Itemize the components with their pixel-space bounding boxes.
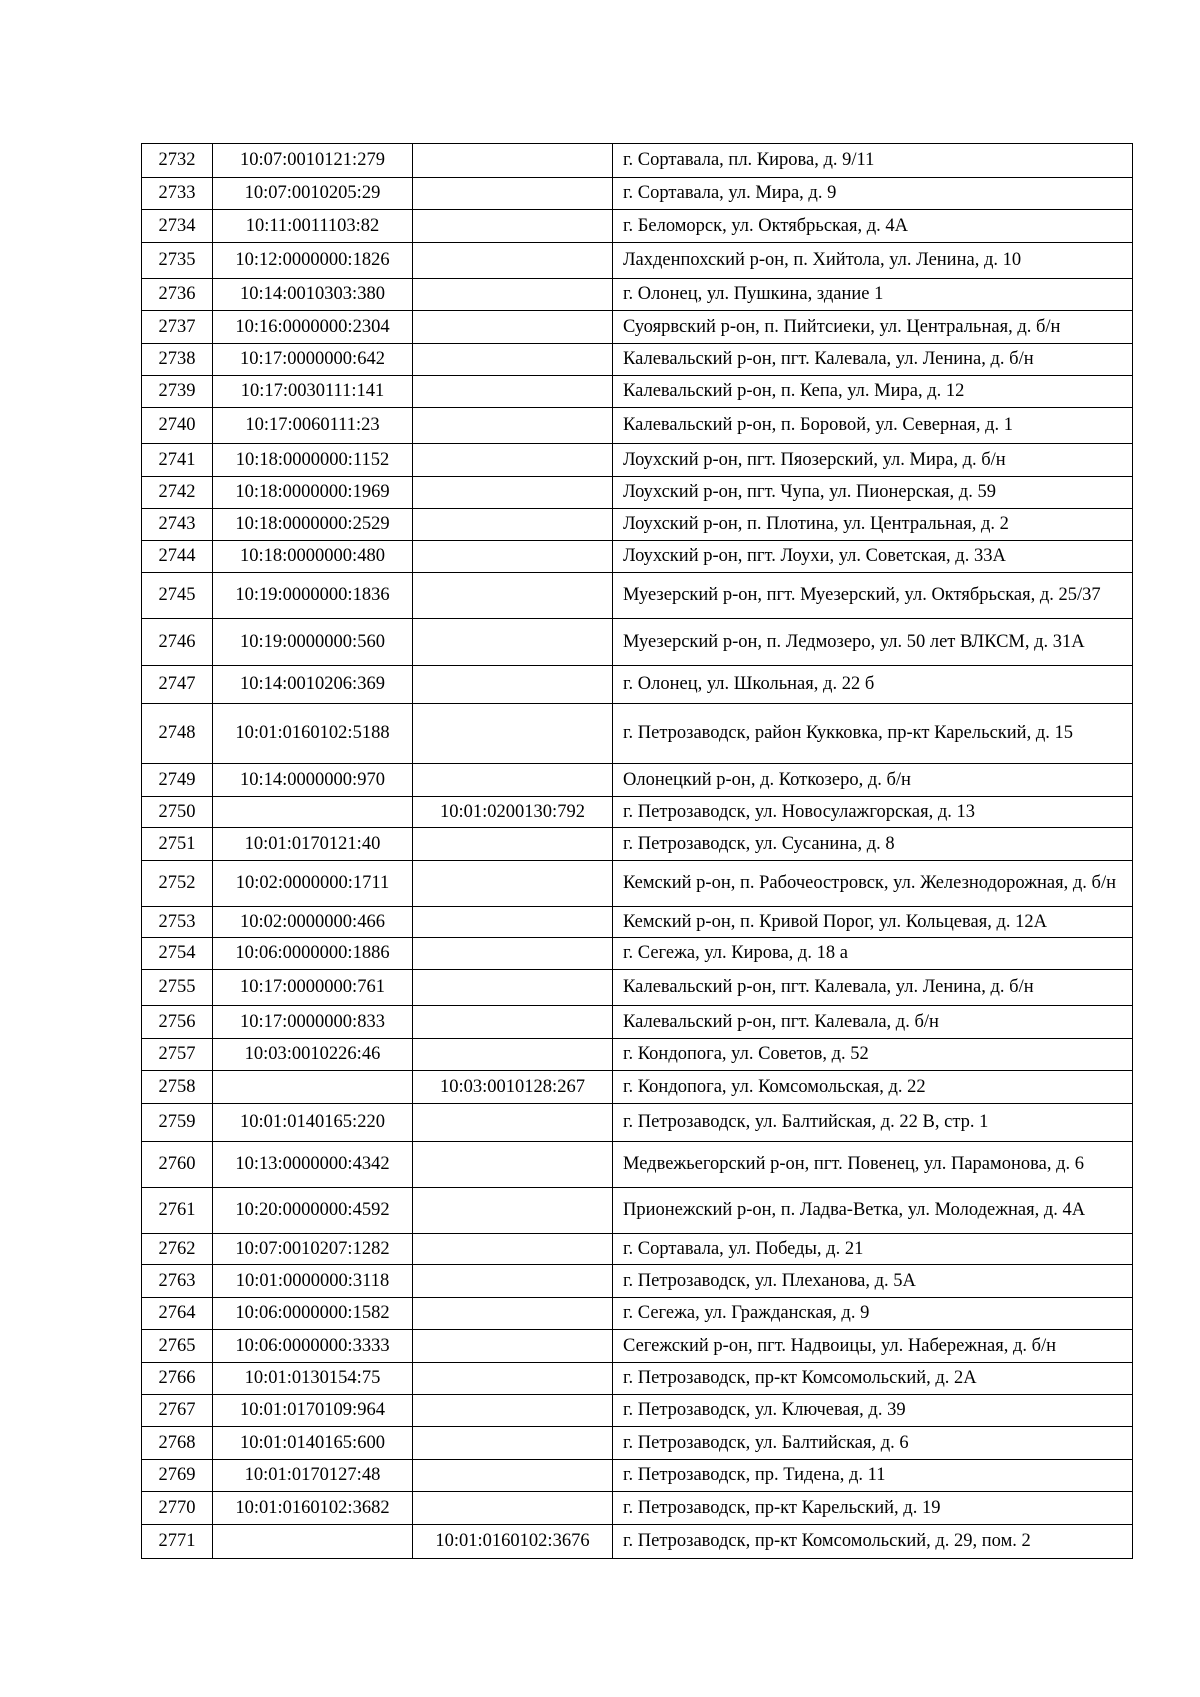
cadastral-number-cell: 10:11:0011103:82 [213, 210, 413, 243]
row-number-cell: 2732 [142, 144, 213, 178]
row-number-cell: 2749 [142, 764, 213, 797]
table-row [142, 477, 1133, 509]
cadastral-number-cell: 10:01:0160102:3682 [213, 1492, 413, 1525]
cadastral-number-cell: 10:19:0000000:560 [213, 619, 413, 666]
row-number-cell: 2767 [142, 1395, 213, 1427]
table-row [142, 797, 1133, 828]
row-number-cell: 2733 [142, 178, 213, 210]
address-cell: г. Петрозаводск, пр-кт Комсомольский, д. 2А [613, 1363, 1133, 1395]
address-cell: г. Сегежа, ул. Кирова, д. 18 а [613, 938, 1133, 970]
row-number-cell: 2758 [142, 1071, 213, 1104]
row-number-cell: 2764 [142, 1298, 213, 1330]
table-row [142, 861, 1133, 907]
table-row [142, 1142, 1133, 1188]
address-cell: Лоухский р-он, пгт. Чупа, ул. Пионерская, д. 59 [613, 477, 1133, 509]
row-number-cell: 2751 [142, 828, 213, 861]
cadastral-number-cell: 10:16:0000000:2304 [213, 311, 413, 344]
address-cell: г. Олонец, ул. Школьная, д. 22 б [613, 666, 1133, 704]
table-row [142, 311, 1133, 344]
table-row [142, 344, 1133, 376]
table-row [142, 1460, 1133, 1492]
cadastral-number-cell: 10:18:0000000:2529 [213, 509, 413, 541]
building-cadastral-number-cell [413, 1460, 613, 1492]
table-row [142, 1427, 1133, 1460]
building-cadastral-number-cell [413, 1363, 613, 1395]
row-number-cell: 2734 [142, 210, 213, 243]
table-row [142, 279, 1133, 311]
cadastral-number-cell: 10:01:0130154:75 [213, 1363, 413, 1395]
table-row [142, 1525, 1133, 1559]
address-cell: г. Сегежа, ул. Гражданская, д. 9 [613, 1298, 1133, 1330]
row-number-cell: 2750 [142, 797, 213, 828]
address-cell: г. Петрозаводск, ул. Ключевая, д. 39 [613, 1395, 1133, 1427]
cadastral-number-cell: 10:01:0170109:964 [213, 1395, 413, 1427]
cadastral-number-cell: 10:14:0010206:369 [213, 666, 413, 704]
address-cell: г. Петрозаводск, пр-кт Карельский, д. 19 [613, 1492, 1133, 1525]
building-cadastral-number-cell [413, 573, 613, 619]
building-cadastral-number-cell [413, 764, 613, 797]
cadastral-number-cell: 10:12:0000000:1826 [213, 243, 413, 279]
row-number-cell: 2763 [142, 1265, 213, 1298]
row-number-cell: 2736 [142, 279, 213, 311]
address-cell: г. Сортавала, ул. Мира, д. 9 [613, 178, 1133, 210]
building-cadastral-number-cell [413, 1395, 613, 1427]
table-row [142, 938, 1133, 970]
cadastral-number-cell: 10:01:0170127:48 [213, 1460, 413, 1492]
table-row [142, 1234, 1133, 1265]
cadastral-number-cell: 10:14:0000000:970 [213, 764, 413, 797]
table-row [142, 666, 1133, 704]
address-cell: г. Сортавала, ул. Победы, д. 21 [613, 1234, 1133, 1265]
table-row [142, 541, 1133, 573]
building-cadastral-number-cell [413, 1330, 613, 1363]
address-cell: Олонецкий р-он, д. Коткозеро, д. б/н [613, 764, 1133, 797]
row-number-cell: 2762 [142, 1234, 213, 1265]
table-row [142, 1363, 1133, 1395]
registry-table-body [142, 144, 1133, 1559]
building-cadastral-number-cell: 10:03:0010128:267 [413, 1071, 613, 1104]
table-row [142, 243, 1133, 279]
building-cadastral-number-cell [413, 509, 613, 541]
row-number-cell: 2771 [142, 1525, 213, 1559]
registry-table [141, 143, 1133, 1559]
address-cell: Калевальский р-он, п. Боровой, ул. Северная, д. 1 [613, 408, 1133, 444]
address-cell: г. Петрозаводск, ул. Балтийская, д. 22 В, стр. 1 [613, 1104, 1133, 1142]
cadastral-number-cell: 10:07:0010207:1282 [213, 1234, 413, 1265]
row-number-cell: 2742 [142, 477, 213, 509]
address-cell: Кемский р-он, п. Рабочеостровск, ул. Железнодорожная, д. б/н [613, 861, 1133, 907]
address-cell: г. Сортавала, пл. Кирова, д. 9/11 [613, 144, 1133, 178]
building-cadastral-number-cell [413, 279, 613, 311]
building-cadastral-number-cell [413, 376, 613, 408]
address-cell: Калевальский р-он, п. Кепа, ул. Мира, д. 12 [613, 376, 1133, 408]
building-cadastral-number-cell [413, 344, 613, 376]
building-cadastral-number-cell [413, 907, 613, 938]
cadastral-number-cell: 10:03:0010226:46 [213, 1039, 413, 1071]
building-cadastral-number-cell [413, 1104, 613, 1142]
cadastral-number-cell: 10:20:0000000:4592 [213, 1188, 413, 1234]
building-cadastral-number-cell [413, 477, 613, 509]
cadastral-number-cell: 10:17:0000000:642 [213, 344, 413, 376]
row-number-cell: 2738 [142, 344, 213, 376]
row-number-cell: 2753 [142, 907, 213, 938]
row-number-cell: 2741 [142, 444, 213, 477]
building-cadastral-number-cell [413, 144, 613, 178]
table-row [142, 509, 1133, 541]
table-row [142, 970, 1133, 1006]
row-number-cell: 2739 [142, 376, 213, 408]
address-cell: Суоярвский р-он, п. Пийтсиеки, ул. Центральная, д. б/н [613, 311, 1133, 344]
building-cadastral-number-cell [413, 828, 613, 861]
row-number-cell: 2754 [142, 938, 213, 970]
row-number-cell: 2744 [142, 541, 213, 573]
table-row [142, 704, 1133, 764]
cadastral-number-cell: 10:06:0000000:1886 [213, 938, 413, 970]
address-cell: Лоухский р-он, пгт. Пяозерский, ул. Мира, д. б/н [613, 444, 1133, 477]
table-row [142, 178, 1133, 210]
address-cell: Лоухский р-он, п. Плотина, ул. Центральная, д. 2 [613, 509, 1133, 541]
address-cell: Сегежский р-он, пгт. Надвоицы, ул. Набережная, д. б/н [613, 1330, 1133, 1363]
building-cadastral-number-cell [413, 619, 613, 666]
address-cell: Калевальский р-он, пгт. Калевала, ул. Ленина, д. б/н [613, 344, 1133, 376]
building-cadastral-number-cell [413, 1492, 613, 1525]
table-row [142, 444, 1133, 477]
table-row [142, 619, 1133, 666]
address-cell: Прионежский р-он, п. Ладва-Ветка, ул. Молодежная, д. 4А [613, 1188, 1133, 1234]
address-cell: Калевальский р-он, пгт. Калевала, д. б/н [613, 1006, 1133, 1039]
table-row [142, 1330, 1133, 1363]
address-cell: г. Петрозаводск, ул. Балтийская, д. 6 [613, 1427, 1133, 1460]
address-cell: г. Петрозаводск, район Кукковка, пр-кт Карельский, д. 15 [613, 704, 1133, 764]
address-cell: г. Петрозаводск, пр-кт Комсомольский, д. 29, пом. 2 [613, 1525, 1133, 1559]
address-cell: г. Петрозаводск, ул. Сусанина, д. 8 [613, 828, 1133, 861]
table-row [142, 764, 1133, 797]
address-cell: г. Петрозаводск, пр. Тидена, д. 11 [613, 1460, 1133, 1492]
building-cadastral-number-cell [413, 1142, 613, 1188]
cadastral-number-cell: 10:18:0000000:1969 [213, 477, 413, 509]
building-cadastral-number-cell [413, 1427, 613, 1460]
row-number-cell: 2768 [142, 1427, 213, 1460]
row-number-cell: 2765 [142, 1330, 213, 1363]
row-number-cell: 2759 [142, 1104, 213, 1142]
building-cadastral-number-cell [413, 861, 613, 907]
building-cadastral-number-cell: 10:01:0160102:3676 [413, 1525, 613, 1559]
cadastral-number-cell: 10:07:0010205:29 [213, 178, 413, 210]
address-cell: Медвежьегорский р-он, пгт. Повенец, ул. Парамонова, д. 6 [613, 1142, 1133, 1188]
building-cadastral-number-cell [413, 1039, 613, 1071]
table-row [142, 1298, 1133, 1330]
address-cell: г. Олонец, ул. Пушкина, здание 1 [613, 279, 1133, 311]
building-cadastral-number-cell [413, 666, 613, 704]
cadastral-number-cell: 10:17:0030111:141 [213, 376, 413, 408]
address-cell: г. Кондопога, ул. Комсомольская, д. 22 [613, 1071, 1133, 1104]
row-number-cell: 2761 [142, 1188, 213, 1234]
table-row [142, 1188, 1133, 1234]
cadastral-number-cell: 10:01:0140165:600 [213, 1427, 413, 1460]
building-cadastral-number-cell [413, 1298, 613, 1330]
building-cadastral-number-cell [413, 408, 613, 444]
row-number-cell: 2740 [142, 408, 213, 444]
table-row [142, 1006, 1133, 1039]
cadastral-number-cell [213, 797, 413, 828]
row-number-cell: 2747 [142, 666, 213, 704]
table-row [142, 1492, 1133, 1525]
building-cadastral-number-cell [413, 178, 613, 210]
building-cadastral-number-cell [413, 970, 613, 1006]
cadastral-number-cell: 10:01:0160102:5188 [213, 704, 413, 764]
table-row [142, 907, 1133, 938]
row-number-cell: 2748 [142, 704, 213, 764]
building-cadastral-number-cell [413, 1006, 613, 1039]
row-number-cell: 2755 [142, 970, 213, 1006]
row-number-cell: 2756 [142, 1006, 213, 1039]
cadastral-number-cell: 10:01:0000000:3118 [213, 1265, 413, 1298]
cadastral-number-cell: 10:02:0000000:466 [213, 907, 413, 938]
table-row [142, 1395, 1133, 1427]
address-cell: Лахденпохский р-он, п. Хийтола, ул. Ленина, д. 10 [613, 243, 1133, 279]
cadastral-number-cell: 10:17:0000000:761 [213, 970, 413, 1006]
table-row [142, 828, 1133, 861]
building-cadastral-number-cell [413, 243, 613, 279]
cadastral-number-cell [213, 1525, 413, 1559]
cadastral-number-cell: 10:18:0000000:480 [213, 541, 413, 573]
address-cell: г. Петрозаводск, ул. Плеханова, д. 5А [613, 1265, 1133, 1298]
building-cadastral-number-cell [413, 1234, 613, 1265]
building-cadastral-number-cell [413, 541, 613, 573]
cadastral-number-cell: 10:06:0000000:3333 [213, 1330, 413, 1363]
cadastral-number-cell: 10:06:0000000:1582 [213, 1298, 413, 1330]
cadastral-number-cell: 10:17:0060111:23 [213, 408, 413, 444]
building-cadastral-number-cell [413, 210, 613, 243]
address-cell: Муезерский р-он, пгт. Муезерский, ул. Октябрьская, д. 25/37 [613, 573, 1133, 619]
row-number-cell: 2743 [142, 509, 213, 541]
row-number-cell: 2770 [142, 1492, 213, 1525]
cadastral-number-cell: 10:01:0140165:220 [213, 1104, 413, 1142]
building-cadastral-number-cell: 10:01:0200130:792 [413, 797, 613, 828]
address-cell: Калевальский р-он, пгт. Калевала, ул. Ленина, д. б/н [613, 970, 1133, 1006]
table-row [142, 144, 1133, 178]
building-cadastral-number-cell [413, 938, 613, 970]
building-cadastral-number-cell [413, 444, 613, 477]
address-cell: Лоухский р-он, пгт. Лоухи, ул. Советская, д. 33А [613, 541, 1133, 573]
cadastral-number-cell: 10:13:0000000:4342 [213, 1142, 413, 1188]
cadastral-number-cell: 10:07:0010121:279 [213, 144, 413, 178]
row-number-cell: 2735 [142, 243, 213, 279]
row-number-cell: 2769 [142, 1460, 213, 1492]
cadastral-number-cell: 10:17:0000000:833 [213, 1006, 413, 1039]
row-number-cell: 2746 [142, 619, 213, 666]
address-cell: г. Петрозаводск, ул. Новосулажгорская, д. 13 [613, 797, 1133, 828]
cadastral-number-cell: 10:14:0010303:380 [213, 279, 413, 311]
row-number-cell: 2766 [142, 1363, 213, 1395]
table-row [142, 408, 1133, 444]
row-number-cell: 2745 [142, 573, 213, 619]
address-cell: г. Беломорск, ул. Октябрьская, д. 4А [613, 210, 1133, 243]
address-cell: г. Кондопога, ул. Советов, д. 52 [613, 1039, 1133, 1071]
building-cadastral-number-cell [413, 1188, 613, 1234]
row-number-cell: 2737 [142, 311, 213, 344]
cadastral-number-cell [213, 1071, 413, 1104]
cadastral-number-cell: 10:01:0170121:40 [213, 828, 413, 861]
table-row [142, 573, 1133, 619]
table-row [142, 376, 1133, 408]
table-row [142, 1071, 1133, 1104]
row-number-cell: 2760 [142, 1142, 213, 1188]
table-row [142, 210, 1133, 243]
table-row [142, 1104, 1133, 1142]
table-row [142, 1265, 1133, 1298]
address-cell: Муезерский р-он, п. Ледмозеро, ул. 50 лет ВЛКСМ, д. 31А [613, 619, 1133, 666]
building-cadastral-number-cell [413, 704, 613, 764]
row-number-cell: 2752 [142, 861, 213, 907]
building-cadastral-number-cell [413, 1265, 613, 1298]
cadastral-number-cell: 10:18:0000000:1152 [213, 444, 413, 477]
cadastral-number-cell: 10:02:0000000:1711 [213, 861, 413, 907]
address-cell: Кемский р-он, п. Кривой Порог, ул. Кольцевая, д. 12А [613, 907, 1133, 938]
cadastral-number-cell: 10:19:0000000:1836 [213, 573, 413, 619]
building-cadastral-number-cell [413, 311, 613, 344]
table-row [142, 1039, 1133, 1071]
row-number-cell: 2757 [142, 1039, 213, 1071]
